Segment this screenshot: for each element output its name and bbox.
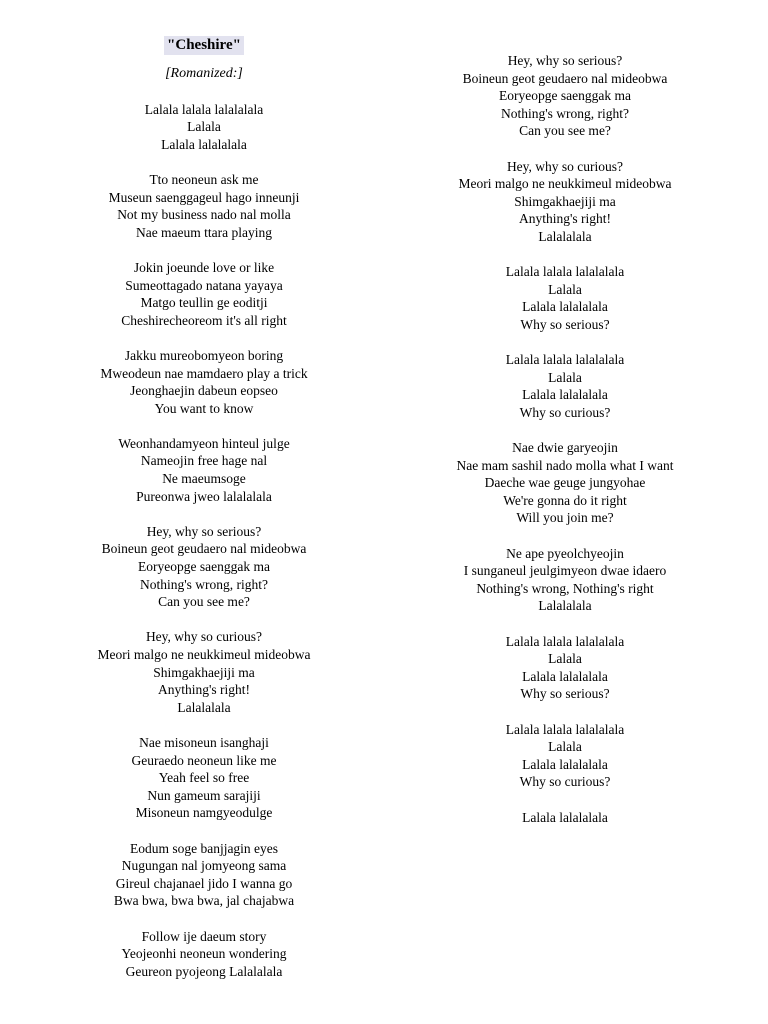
lyric-line: Jakku mureobomyeon boring	[124, 347, 284, 363]
lyric-stanza	[52, 928, 356, 981]
song-title: "Cheshire"	[164, 36, 244, 55]
lyric-line: Lalala lalala lalalalala	[505, 721, 625, 737]
lyric-line: Misoneun namgyeodulge	[135, 805, 273, 821]
lyric-stanza	[410, 545, 720, 615]
lyric-line: Why so curious?	[519, 774, 611, 790]
lyric-line: Follow ije daeum story	[141, 928, 267, 944]
lyric-line: Nothing's wrong, right?	[500, 105, 630, 121]
lyric-line: I sunganeul jeulgimyeon dwae idaero	[463, 563, 667, 579]
lyric-line: Eoryeopge saenggak ma	[499, 88, 631, 104]
lyric-line: Lalalalala	[538, 228, 592, 244]
lyric-line: Nae dwie garyeojin	[512, 440, 618, 456]
lyric-line: Hey, why so serious?	[507, 53, 623, 68]
lyric-line: We're gonna do it right	[503, 492, 627, 508]
lyric-line: Mweodeun nae mamdaero play a trick	[100, 365, 308, 381]
lyric-line: Lalala lalalalala	[522, 756, 608, 772]
lyric-line: Lalala lalalalala	[522, 809, 608, 825]
lyric-stanza	[52, 734, 356, 822]
lyric-line: Nugungan nal jomyeong sama	[121, 858, 287, 874]
lyric-line: Lalala lalala lalalalala	[505, 264, 625, 280]
lyric-line: Lalala lalalalala	[161, 136, 247, 152]
lyric-line: Will you join me?	[516, 510, 614, 526]
lyric-line: Lalala	[548, 281, 582, 297]
lyric-line: Geuraedo neoneun like me	[131, 752, 277, 768]
lyric-stanza	[52, 840, 356, 910]
lyric-line: Shimgakhaejiji ma	[514, 193, 616, 209]
lyric-line: Eodum soge banjjagin eyes	[129, 840, 279, 856]
lyric-line: Pureonwa jweo lalalalala	[136, 488, 272, 504]
lyric-stanza	[410, 439, 720, 527]
lyric-line: Weonhandamyeon hinteul julge	[118, 435, 290, 451]
lyric-line: Nae maeum ttara playing	[135, 224, 273, 240]
lyric-line: Can you see me?	[158, 594, 250, 610]
lyric-line: Geureon pyojeong Lalalalala	[125, 963, 283, 979]
lyric-line: Why so serious?	[520, 316, 610, 332]
lyric-line: Museun saenggageul hago inneunji	[108, 189, 300, 205]
lyric-line: Can you see me?	[519, 123, 611, 139]
lyric-line: Gireul chajanael jido I wanna go	[115, 875, 293, 891]
lyric-line: Nae mam sashil nado molla what I want	[456, 457, 674, 473]
lyrics-column-left	[52, 36, 356, 998]
lyric-line: Not my business nado nal molla	[117, 207, 291, 223]
lyric-line: Meori malgo ne neukkimeul mideobwa	[97, 647, 311, 662]
lyric-line: Lalala lalalalala	[522, 387, 608, 403]
lyric-line: Yeah feel so free	[158, 770, 250, 786]
lyric-line: Hey, why so serious?	[146, 523, 262, 539]
romanized-label: [Romanized:]	[165, 66, 243, 81]
lyric-line: Lalala	[548, 739, 582, 755]
lyric-line: Jeonghaejin dabeun eopseo	[130, 383, 278, 399]
lyric-line: Sumeottagado natana yayaya	[125, 277, 283, 293]
lyric-line: Why so serious?	[520, 686, 610, 702]
lyric-line: Lalala	[548, 369, 582, 385]
lyric-stanza	[410, 633, 720, 703]
lyric-line: Hey, why so curious?	[506, 158, 624, 174]
lyric-stanza	[410, 52, 720, 140]
lyric-line: Lalala lalala lalalalala	[505, 633, 625, 649]
lyric-line: Nameojin free hage nal	[140, 453, 268, 469]
lyric-line: Tto neoneun ask me	[149, 171, 259, 187]
lyric-line: Nothing's wrong, Nothing's right	[476, 580, 654, 596]
lyric-line: Lalalalala	[538, 598, 592, 614]
lyric-stanza	[410, 721, 720, 791]
lyric-line: Meori malgo ne neukkimeul mideobwa	[458, 176, 672, 192]
lyric-line: Matgo teullin ge eoditji	[140, 295, 268, 311]
lyric-line: Ne ape pyeolchyeojin	[506, 545, 624, 561]
lyric-stanza	[52, 628, 356, 716]
left-stanza-list	[52, 101, 356, 981]
lyric-line: Ne maeumsoge	[162, 471, 246, 487]
lyric-line: Anything's right!	[157, 682, 251, 698]
lyric-line: Why so curious?	[519, 404, 611, 420]
lyric-line: Bwa bwa, bwa bwa, jal chajabwa	[113, 893, 295, 909]
lyric-stanza	[410, 263, 720, 333]
lyric-line: Lalala lalalalala	[522, 668, 608, 684]
lyric-line: Cheshirecheoreom it's all right	[121, 312, 287, 328]
lyric-line: Nun gameum sarajiji	[147, 787, 261, 803]
lyric-stanza	[52, 171, 356, 241]
lyric-stanza	[52, 523, 356, 611]
lyric-stanza	[52, 435, 356, 505]
lyric-line: Boineun geot geudaero nal mideobwa	[101, 541, 307, 557]
lyric-line: Lalala lalalalala	[522, 299, 608, 315]
lyric-stanza	[410, 809, 720, 827]
lyric-line: You want to know	[154, 400, 254, 416]
lyric-line: Shimgakhaejiji ma	[153, 664, 255, 680]
right-stanza-list	[410, 52, 720, 826]
lyric-line: Boineun geot geudaero nal mideobwa	[462, 70, 668, 86]
lyric-line: Yeojeonhi neoneun wondering	[121, 946, 287, 962]
lyric-stanza	[52, 259, 356, 329]
lyric-stanza	[410, 351, 720, 421]
lyric-stanza	[52, 347, 356, 417]
lyric-line: Anything's right!	[518, 211, 612, 227]
lyric-stanza	[410, 158, 720, 246]
lyric-line: Jokin joeunde love or like	[133, 259, 275, 275]
lyric-line: Nae misoneun isanghaji	[139, 734, 269, 750]
lyric-stanza	[52, 101, 356, 154]
lyric-line: Lalalalala	[177, 699, 231, 715]
lyric-line: Lalala	[548, 651, 582, 667]
lyric-line: Nothing's wrong, right?	[139, 576, 269, 592]
lyric-line: Lalala lalala lalalalala	[144, 101, 264, 117]
lyric-line: Lalala lalala lalalalala	[505, 352, 625, 368]
lyric-line: Hey, why so curious?	[145, 629, 263, 645]
lyric-line: Lalala	[187, 119, 221, 135]
lyric-line: Daeche wae geuge jungyohae	[484, 475, 646, 491]
lyrics-column-right	[410, 52, 720, 844]
lyric-line: Eoryeopge saenggak ma	[138, 559, 270, 575]
